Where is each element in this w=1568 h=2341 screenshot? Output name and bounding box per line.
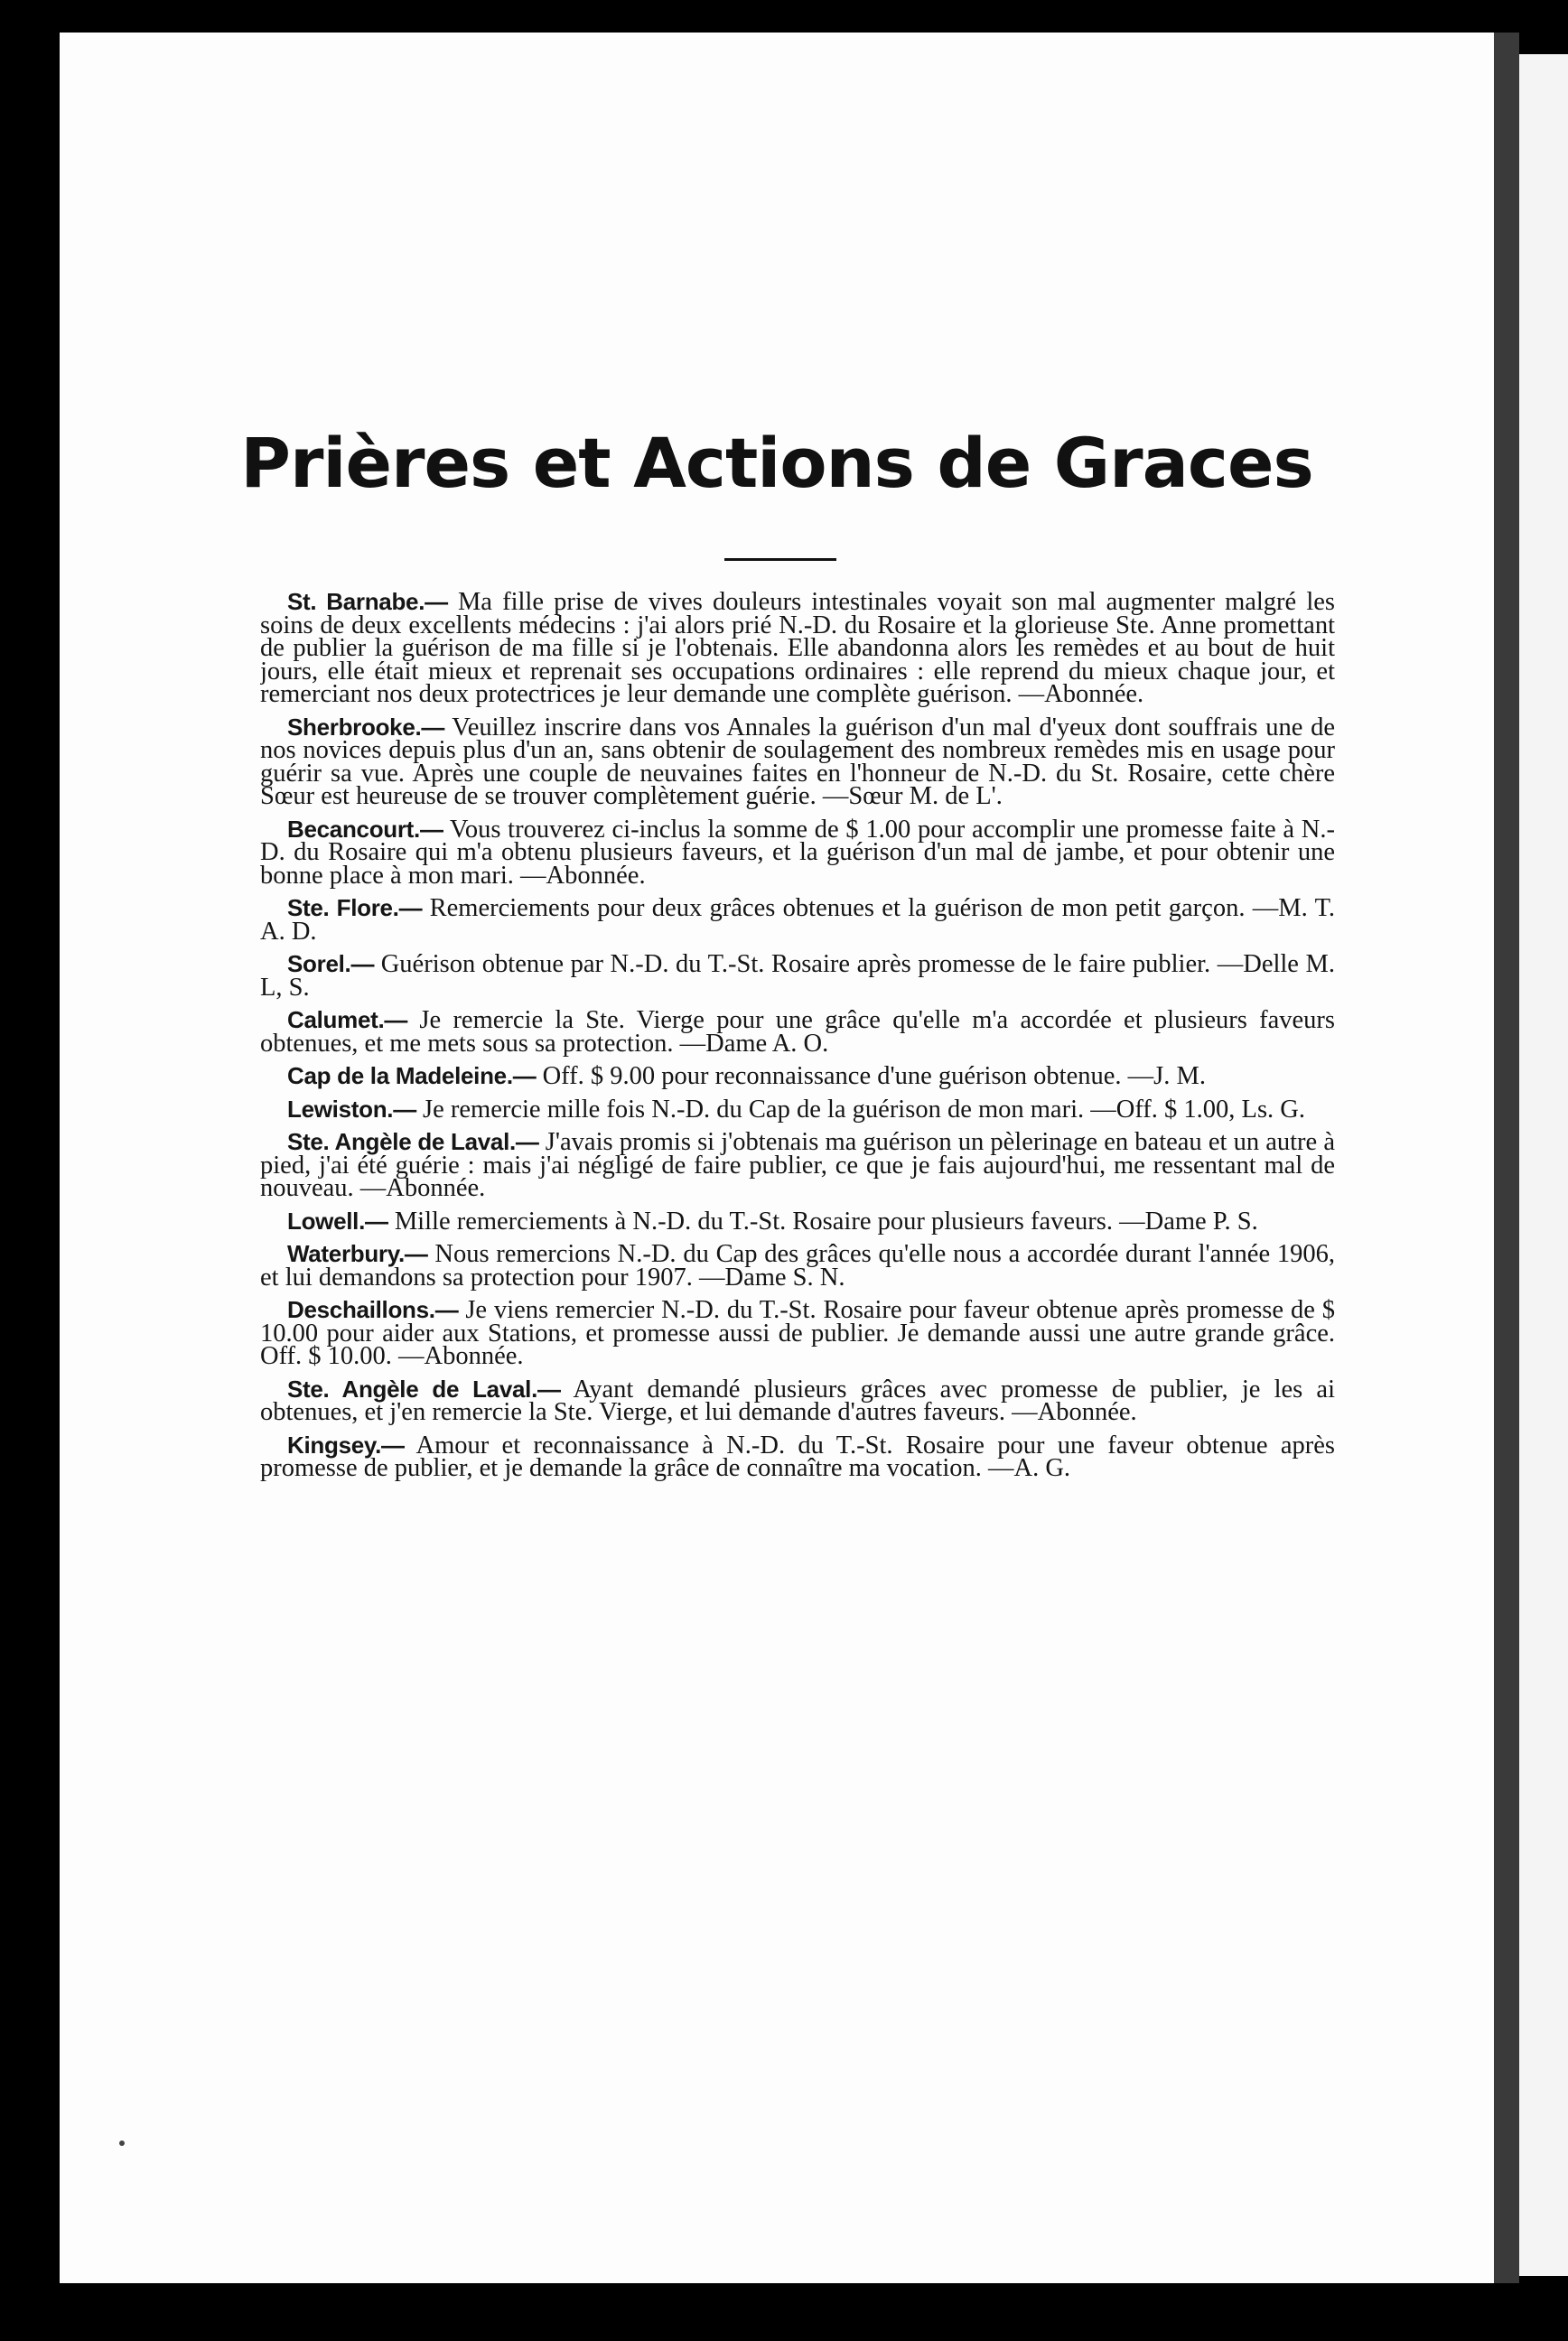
entry-place: Sorel.— [287, 950, 375, 977]
entry-lewiston [260, 1095, 1335, 1124]
entry-calumet [260, 1006, 1335, 1058]
entry-place: Deschaillons.— [287, 1296, 459, 1323]
entry-text: Je remercie mille fois N.-D. du Cap de la guérison de mon mari. —Off. $ 1.00, Ls. G. [415, 1095, 1305, 1124]
entry-text: Je remercie la Ste. Vierge pour une grâce qu'elle m'a accordée et plusieurs faveurs obtenues, et me mets sous sa protection. —Dame A. O. [260, 1006, 1335, 1058]
entry-waterbury [260, 1240, 1335, 1292]
entry-place: Waterbury.— [287, 1240, 428, 1267]
entry-text: Vous trouverez ci-inclus la somme de $ 1.00 pour accomplir une promesse faite à N.-D. du Rosaire qui m'a obtenu plusieurs faveurs, et la guérison d'un mal de jambe, et pour obtenir une bonne place à mon mari. —Abonnée. [260, 815, 1335, 890]
ink-speck [119, 2140, 125, 2146]
page [60, 33, 1494, 2283]
entry-st-barnabe [260, 591, 1335, 706]
entries-list [260, 591, 1335, 2108]
entry-place: Sherbrooke.— [287, 713, 445, 741]
page-title: Prières et Actions de Graces [240, 423, 1313, 503]
entry-ste-angele-de-laval [260, 1128, 1335, 1202]
entry-text: Ma fille prise de vives douleurs intestinales voyait son mal augmenter malgré les soins de deux excellents médecins : j'ai alors prié N.-D. du Rosaire et la glorieuse Ste. Anne promettant de publier la guérison de ma fille si je l'obtenais. Elle abandonna alors les remèdes et au bout de huit jours, elle était mieux et reprenait ses occupations ordinaires : elle reprend du mieux chaque jour, et remerciant nos deux protectrices je leur demande une complète guérison. —Abonnée. [260, 591, 1335, 708]
entry-place: Lowell.— [287, 1207, 388, 1235]
entry-text: Mille remerciements à N.-D. du T.-St. Rosaire pour plusieurs faveurs. —Dame P. S. [387, 1207, 1258, 1236]
entry-ste-flore [260, 894, 1335, 946]
entry-place: Kingsey.— [287, 1431, 405, 1459]
entry-place: Becancourt.— [287, 815, 443, 843]
entry-text: Guérison obtenue par N.-D. du T.-St. Rosaire après promesse de le faire publier. —Delle M. L, S. [260, 950, 1335, 1002]
entry-place: Cap de la Madeleine.— [287, 1062, 537, 1089]
entry-lowell [260, 1207, 1335, 1236]
page-spine-shadow [1494, 33, 1519, 2283]
entry-becancourt [260, 815, 1335, 890]
entry-place: Ste. Angèle de Laval.— [287, 1128, 539, 1155]
entry-cap-de-la-madeleine [260, 1062, 1335, 1090]
entry-kingsey [260, 1431, 1335, 1482]
entry-deschaillons [260, 1296, 1335, 1370]
entry-text: Je viens remercier N.-D. du T.-St. Rosaire pour faveur obtenue après promesse de $ 10.00 pour aider aux Stations, et promesse aussi de publier. Je demande aussi une autre grande grâce. Off. $ 10.00. —Abonnée. [260, 1296, 1335, 1370]
entry-text: Amour et reconnaissance à N.-D. du T.-St. Rosaire pour une faveur obtenue après promesse de publier, et je demande la grâce de connaître ma vocation. —A. G. [260, 1431, 1335, 1482]
entry-sorel [260, 950, 1335, 1002]
facing-page-edge [1519, 54, 1568, 2276]
entry-text: J'avais promis si j'obtenais ma guérison un pèlerinage en bateau et un autre à pied, j'ai été guérie : mais j'ai négligé de faire publier, ce que je fais aujourd'hui, me ressentant mal de nouveau. —Abonnée. [260, 1128, 1335, 1202]
entry-text: Veuillez inscrire dans vos Annales la guérison d'un mal d'yeux dont souffrais une de nos novices depuis plus d'un an, sans obtenir de soulagement des nombreux remèdes mis en usage pour guérir sa vue. Après une couple de neuvaines faites en l'honneur de N.-D. du St. Rosaire, cette chère Sœur est heureuse de se trouver complètement guérie. —Sœur M. de L'. [260, 713, 1335, 810]
title-rule [724, 558, 836, 561]
entry-sherbrooke [260, 713, 1335, 810]
entry-place: St. Barnabe.— [287, 591, 448, 615]
entry-ste-angele-de-laval-2 [260, 1375, 1335, 1426]
entry-text: Nous remercions N.-D. du Cap des grâces qu'elle nous a accordée durant l'année 1906, et lui demandons sa protection pour 1907. —Dame S. N. [260, 1240, 1335, 1292]
entry-text: Off. $ 9.00 pour reconnaissance d'une guérison obtenue. —J. M. [536, 1062, 1206, 1090]
entry-text: Ayant demandé plusieurs grâces avec promesse de publier, je les ai obtenues, et j'en remercie la Ste. Vierge, et lui demande d'autres faveurs. —Abonnée. [260, 1375, 1335, 1426]
entry-place: Ste. Flore.— [287, 894, 423, 921]
entry-place: Lewiston.— [287, 1095, 416, 1123]
entry-place: Ste. Angèle de Laval.— [287, 1375, 561, 1403]
entry-place: Calumet.— [287, 1006, 408, 1033]
entry-text: Remerciements pour deux grâces obtenues et la guérison de mon petit garçon. —M. T. A. D. [260, 894, 1335, 946]
